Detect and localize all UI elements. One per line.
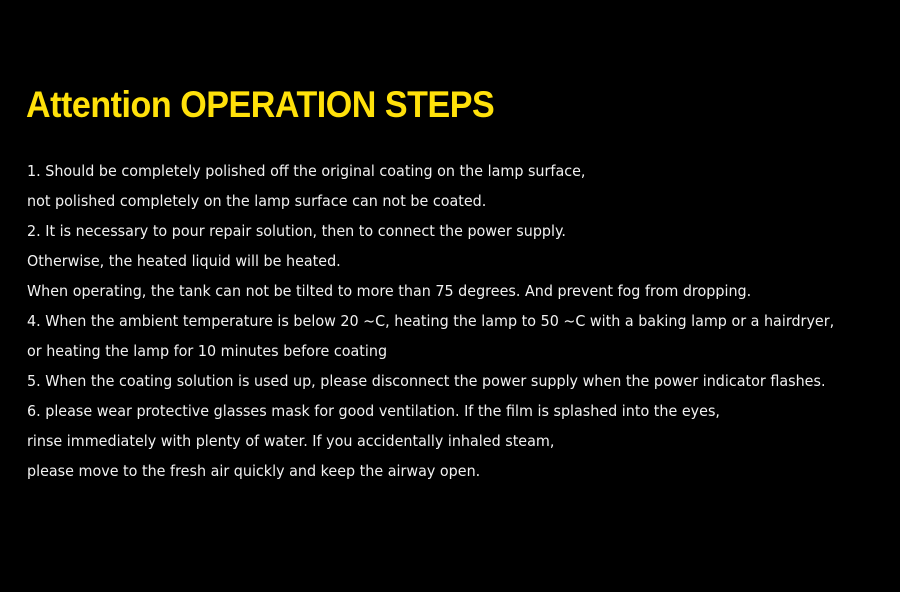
step-line: not polished completely on the lamp surface can not be coated. xyxy=(27,192,487,210)
step-line: 6. please wear protective glasses mask for good ventilation. If the film is splashed into the eyes, xyxy=(27,402,720,420)
step-line: rinse immediately with plenty of water. If you accidentally inhaled steam, xyxy=(27,432,555,450)
step-line: please move to the fresh air quickly and keep the airway open. xyxy=(27,462,481,480)
step-line: 2. It is necessary to pour repair solution, then to connect the power supply. xyxy=(27,222,566,240)
page-title: Attention OPERATION STEPS xyxy=(26,84,495,125)
step-line: When operating, the tank can not be tilted to more than 75 degrees. And prevent fog from dropping. xyxy=(27,282,752,300)
step-line: 4. When the ambient temperature is below 20 ~C, heating the lamp to 50 ~C with a baking lamp or a hairdryer, xyxy=(27,312,835,330)
operation-steps-list xyxy=(27,156,897,486)
step-line: or heating the lamp for 10 minutes before coating xyxy=(27,342,388,360)
step-line: 1. Should be completely polished off the original coating on the lamp surface, xyxy=(27,162,586,180)
step-line: Otherwise, the heated liquid will be heated. xyxy=(27,252,341,270)
step-line: 5. When the coating solution is used up, please disconnect the power supply when the power indicator flashes. xyxy=(27,372,826,390)
